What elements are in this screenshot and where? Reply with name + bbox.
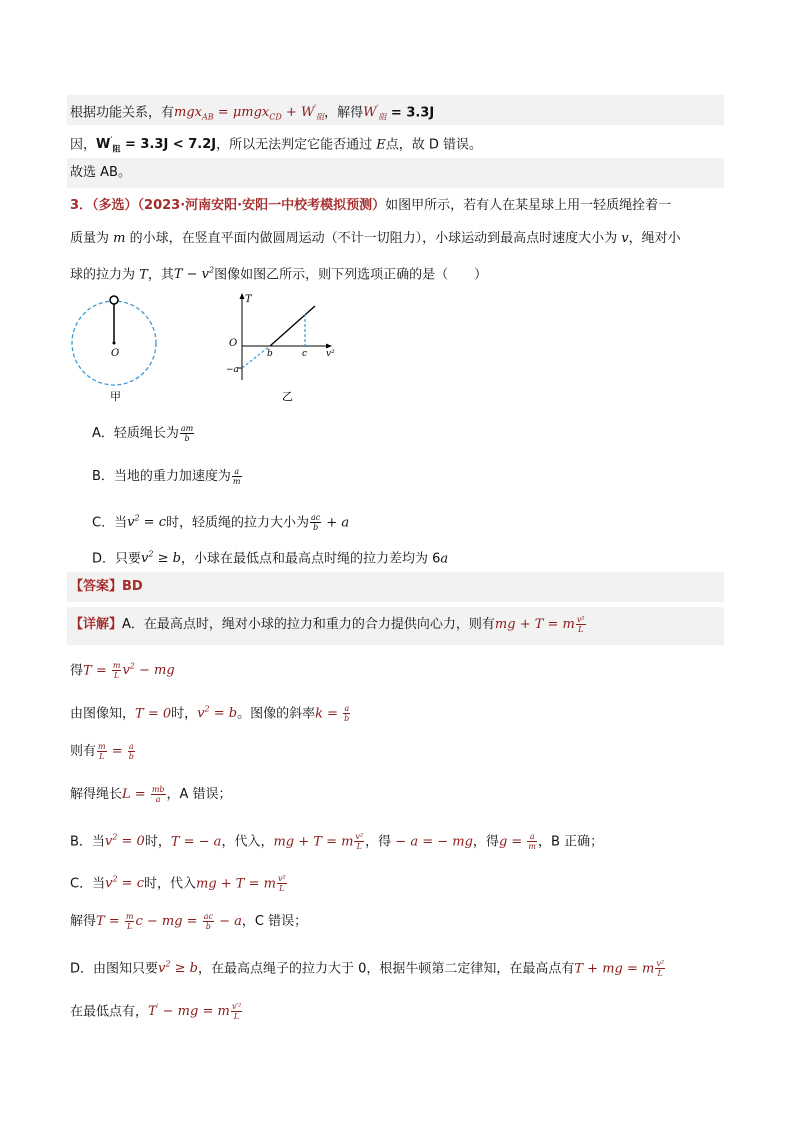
figure-circle-jia bbox=[65, 292, 165, 412]
highlight-band-2 bbox=[67, 158, 724, 188]
label-origin: O bbox=[229, 338, 238, 349]
question-3-line-2: 质量为 m 的小球，在竖直平面内做圆周运动（不计一切阻力），小球运动到最高点时速度大小为 v，绳对小 bbox=[70, 231, 681, 246]
label-c: c bbox=[302, 349, 308, 359]
option-b: B．当地的重力加速度为 $\frac{a}{m}$ bbox=[92, 467, 241, 486]
detail-line-7: C．当$v^2 = c$时，代入mg + T = m $\frac{\text{v²}}{L}$ bbox=[70, 874, 286, 894]
detail-line-9: D．由图知只要$v^2 \ge b$，在最高点绳子的拉力大于 0，根据牛顿第二定律知，在最高点有T + mg = m $\frac{\text{v²}}{L}$ bbox=[70, 959, 665, 979]
axis-label-T: T bbox=[245, 294, 252, 305]
figure-graph-yi bbox=[220, 290, 350, 410]
text-line-1: 根据功能关系，有$mgx_{AB} = \mu mgx_{CD} + W'_阻$，解得$W'_阻 = 3.3J$ bbox=[70, 104, 435, 122]
label-jia: 甲 bbox=[110, 390, 121, 403]
detail-line-10: 在最低点有，T′ − mg = m $\frac{\text{v′²}}{L}$ bbox=[70, 1002, 242, 1022]
question-3-line-1: 3．（多选）（2023·河南安阳·安阳一中校考模拟预测）如图甲所示，若有人在某星球上用一轻质绳拴着一 bbox=[70, 198, 672, 213]
label-b: b bbox=[267, 349, 273, 359]
detail-line-2: 得T = $\frac{m}{L}$ $v^2$ − mg bbox=[70, 661, 175, 681]
option-d: D．只要$v^2 \ge b$，小球在最低点和最高点时绳的拉力差均为 6a bbox=[92, 550, 449, 567]
detail-line-8: 解得T = $\frac{m}{L}$ c − mg = $\frac{ac}{b}$ − a，C 错误； bbox=[70, 912, 308, 931]
text-line-3: 故选 AB。 bbox=[70, 165, 131, 180]
detail-line-5: 解得绳长L = $\frac{mb}{a}$ ，A 错误； bbox=[70, 785, 232, 804]
label-yi: 乙 bbox=[282, 390, 293, 403]
highlight-band-3 bbox=[67, 572, 724, 602]
label-O: O bbox=[111, 348, 120, 359]
detail-line-4: 则有 $\frac{m}{L}$ = $\frac{a}{b}$ bbox=[70, 742, 134, 761]
question-3-line-3: 球的拉力为 T，其$T - v^2$图像如图乙所示，则下列选项正确的是（ ） bbox=[70, 266, 488, 283]
answer-line: 【答案】BD bbox=[70, 579, 143, 594]
label-neg-a: −a bbox=[226, 365, 239, 375]
detail-line-6: B．当$v^2 = 0$时，T = − a，代入，mg + T = m $\frac{\text{v²}}{L}$ ，得 − a = − mg，得g = $\frac{a}{m}$ ，B 正确； bbox=[70, 832, 604, 852]
detail-line-3: 由图像知，T = 0时，$v^2 = b$。图像的斜率k = $\frac{a}{b}$ bbox=[70, 704, 350, 724]
axis-label-v2: v² bbox=[326, 349, 335, 359]
detail-line-1: 【详解】A．在最高点时，绳对小球的拉力和重力的合力提供向心力，则有mg + T = m $\frac{\text{v²}}{L}$ bbox=[70, 615, 585, 634]
option-c: C．当$v^2 = c$时，轻质绳的拉力大小为 $\frac{ac}{b}$ + a bbox=[92, 513, 350, 533]
option-a: A．轻质绳长为 $\frac{am}{b}$ bbox=[92, 424, 194, 443]
text-line-2: 因，$W'_阻 = 3.3J < 7.2J$，所以无法判定它能否通过 E点，故 D 错误。 bbox=[70, 136, 483, 154]
